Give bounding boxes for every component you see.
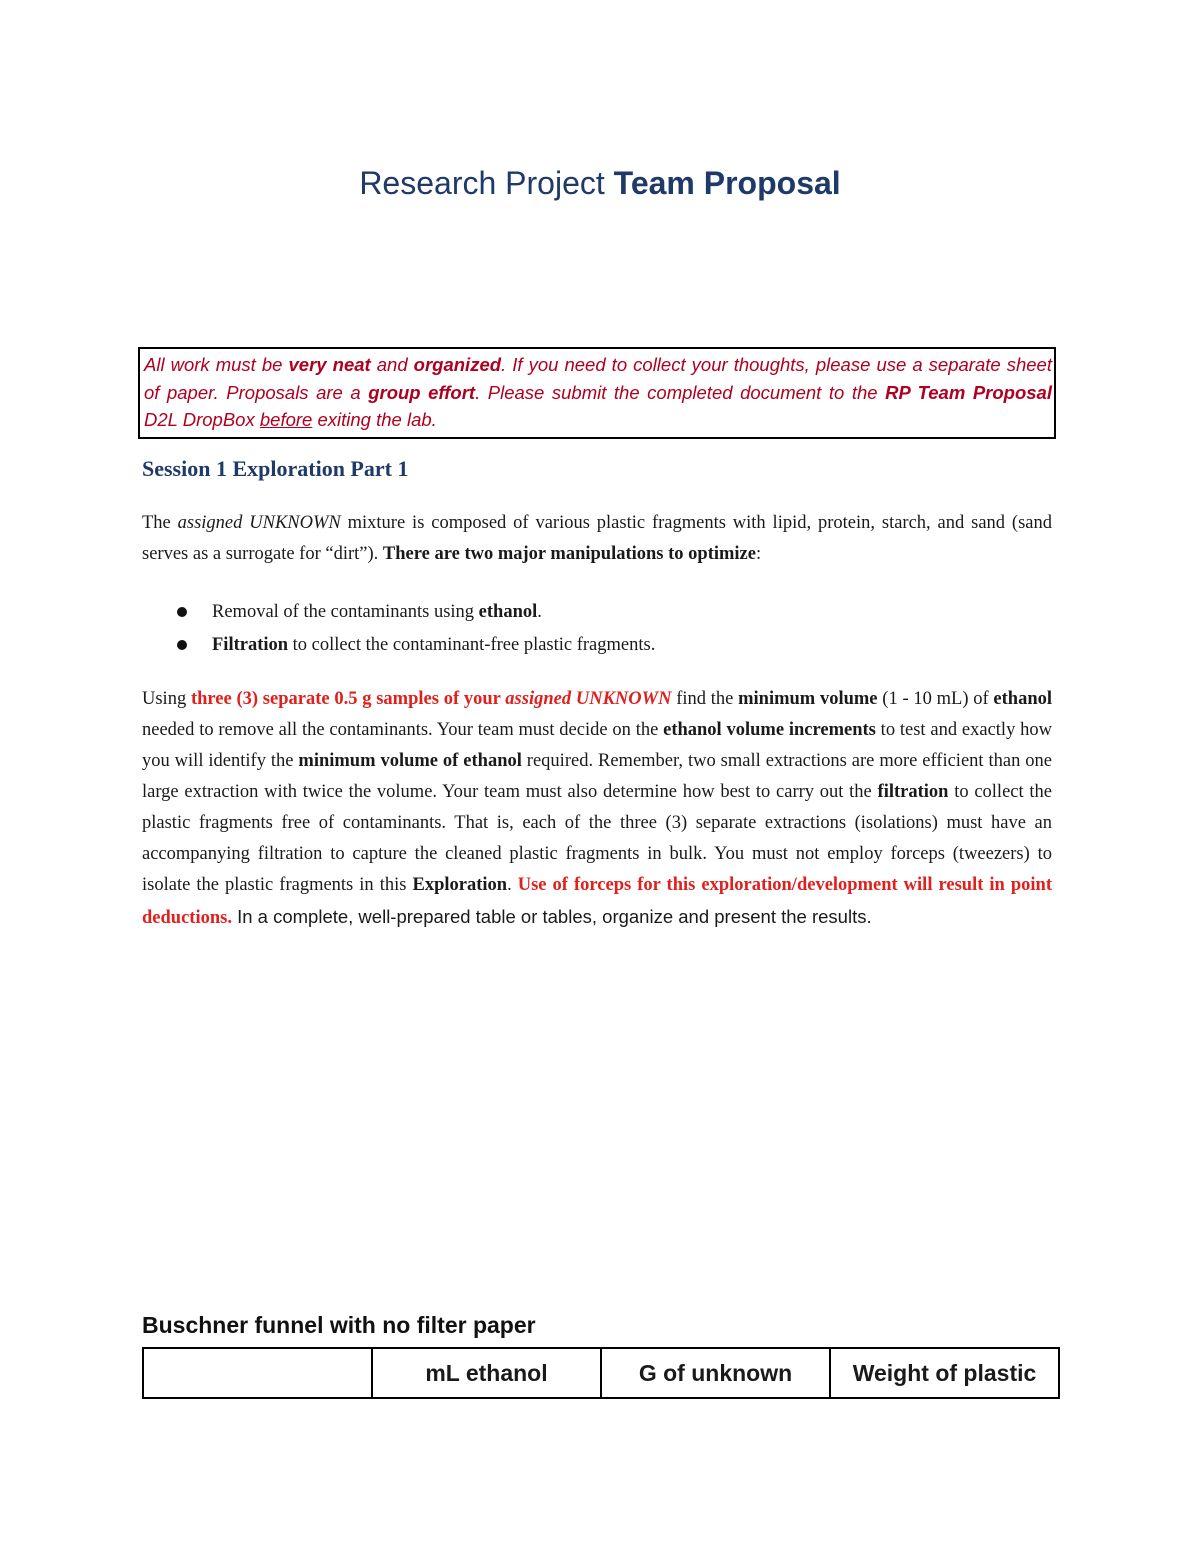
- instructions-paragraph: [142, 684, 1052, 934]
- instr-text: needed to remove all the contaminants. Your team must decide on the: [142, 720, 664, 740]
- table-header-cell: [143, 1348, 372, 1398]
- title-bold: Team Proposal: [613, 165, 841, 201]
- instr-text: find the: [671, 689, 739, 709]
- instr-bold: ethanol: [993, 689, 1053, 709]
- table-header-cell: G of unknown: [601, 1348, 830, 1398]
- instr-red: three (3) separate 0.5 g samples of your: [190, 689, 506, 709]
- intro-text: mixture is composed of various plastic fragments with lipid, protein, starch, and sand (sand serves as a surrogate for “dirt”).: [142, 513, 1052, 564]
- list-item-bold: Filtration: [212, 635, 289, 655]
- table-header-row: [143, 1348, 1059, 1398]
- notice-text: . Please submit the completed document to the: [475, 381, 886, 403]
- list-item-text: Removal of the contaminants using: [212, 602, 479, 622]
- instr-red-italic: assigned UNKNOWN: [505, 689, 672, 709]
- instr-bold: minimum volume: [738, 689, 878, 709]
- intro-text: The: [142, 513, 178, 533]
- instr-bold: ethanol volume increments: [663, 720, 876, 740]
- notice-bold: RP Team Proposal: [885, 381, 1052, 403]
- instr-text: required. Remember, two small extractions are more efficient than one large extraction with twice the volume. Your team must also determine how best to carry out the: [142, 751, 1052, 802]
- notice-bold: organized: [413, 354, 502, 375]
- notice-bold: group effort: [368, 381, 476, 403]
- bullet-icon: [177, 607, 187, 617]
- intro-paragraph: [142, 508, 1052, 570]
- title-light: Research Project: [359, 165, 614, 201]
- results-table: [142, 1347, 1060, 1399]
- list-item: [142, 597, 655, 630]
- notice-bold: very neat: [288, 354, 371, 375]
- list-item: [142, 630, 655, 663]
- instr-text: Using: [142, 689, 191, 709]
- intro-bold: There are two major manipulations to optimize: [382, 544, 756, 564]
- intro-text: :: [755, 544, 762, 564]
- instr-text: to test and exactly how you will identify the: [142, 720, 1052, 771]
- notice-text: . If you need to collect your thoughts, please use a separate sheet of paper. Proposals are a: [144, 354, 1052, 403]
- instr-text: to collect the plastic fragments free of contaminants. That is, each of the three (3) separate extractions (isolations) must have an accompanying filtration to capture the cleaned plastic fragments in bulk. You must not employ forceps (tweezers) to isolate the plastic fragments in this: [142, 782, 1052, 895]
- list-item-text: to collect the contaminant-free plastic fragments.: [288, 635, 656, 655]
- notice-text: All work must be: [144, 354, 289, 375]
- notice-text: D2L DropBox: [144, 409, 260, 430]
- document-title: [0, 165, 1200, 202]
- instr-red-warning: Use of forceps for this exploration/development will result in point deductions.: [142, 875, 1053, 928]
- instr-text: (1 - 10 mL) of: [877, 689, 994, 709]
- list-item-bold: ethanol: [478, 602, 538, 622]
- instr-text: .: [507, 875, 518, 895]
- section-heading: Session 1 Exploration Part 1: [142, 456, 409, 481]
- instr-bold: filtration: [877, 782, 949, 802]
- instr-sans-text: In a complete, well-prepared table or tables, organize and present the results.: [231, 906, 872, 927]
- intro-italic: assigned UNKNOWN: [177, 513, 341, 533]
- table-header-cell: mL ethanol: [372, 1348, 601, 1398]
- manipulation-list: [142, 597, 655, 663]
- instr-bold: Exploration: [412, 875, 508, 895]
- bullet-icon: [177, 640, 187, 650]
- table-header-cell: Weight of plastic: [830, 1348, 1059, 1398]
- table-caption: Buschner funnel with no filter paper: [142, 1312, 536, 1338]
- notice-underline: before: [259, 409, 313, 430]
- instr-bold: minimum volume of ethanol: [298, 751, 522, 771]
- notice-text: and: [370, 354, 414, 375]
- instructions-notice-box: [138, 347, 1056, 439]
- notice-text: exiting the lab.: [312, 409, 437, 430]
- list-item-text: .: [537, 602, 542, 622]
